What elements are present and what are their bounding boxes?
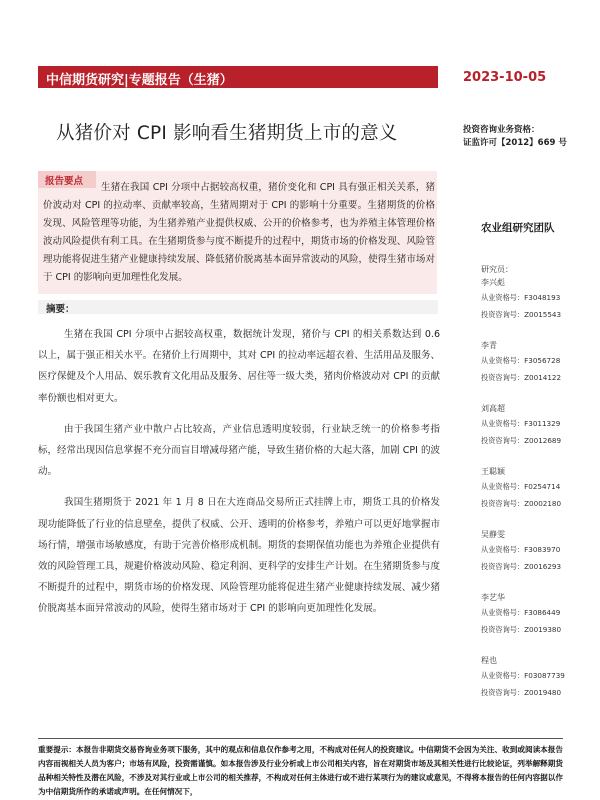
researcher-item	[481, 339, 591, 386]
certification-line-1: 投资咨询业务资格：	[463, 125, 540, 135]
abstract-paragraph: 由于我国生猪产业中散户占比较高，产业信息透明度较弱，行业缺乏统一的价格参考指标，经常出现因信息掌握不充分而盲目增减母猪产能，导致生猪价格的大起大落，加剧 CPI 的波动。	[38, 423, 440, 478]
researcher-name: 李青	[481, 341, 497, 350]
researcher-license: 从业资格号：F3086449	[481, 608, 561, 617]
researcher-consult: 投资咨询号：Z0019480	[481, 688, 562, 697]
footer-divider	[38, 738, 563, 739]
researcher-consult: 投资咨询号：Z0019380	[481, 625, 562, 634]
researcher-license: 从业资格号：F3056728	[481, 356, 561, 365]
researcher-label: 研究员：	[481, 265, 513, 274]
abstract-label: 摘要：	[46, 304, 75, 315]
certification-line-2: 证监许可【2012】669 号	[463, 138, 567, 148]
summary-box	[38, 171, 437, 294]
researcher-name: 程也	[481, 656, 497, 665]
researcher-consult: 投资咨询号：Z0015543	[481, 310, 562, 319]
team-name: 农业组研究团队	[481, 222, 555, 234]
researcher-name: 李兴彪	[481, 278, 505, 287]
header-bar	[38, 66, 438, 88]
researcher-name: 王聪颖	[481, 467, 505, 476]
researcher-item	[481, 402, 591, 449]
page-title: 从猪价对 CPI 影响看生猪期货上市的意义	[56, 123, 398, 144]
researcher-name: 刘高超	[481, 404, 505, 413]
researcher-item	[481, 465, 591, 512]
abstract-paragraph: 我国生猪期货于 2021 年 1 月 8 日在大连商品交易所正式挂牌上市，期货工具的价格发现功能降低了行业的信息壁垒，提供了权威、公开、透明的价格参考，养殖户可以更好地掌握市场行情，增强市场敏感度，有助于完善价格形成机制。期货的套期保值功能也为养殖企业提供有效的风险管理工具，规避价格波动风险、稳定利润、更科学的安排生产计划。在生猪期货参与度不断提升的过程中，期货市场的价格发现、风险管理功能将促进生猪产业健康持续发展、减少猪价脱离基本面异常波动的风险，使得生猪市场对于 CPI 的影响向更加理性化发展。	[38, 497, 440, 615]
report-date: 2023-10-05	[463, 70, 547, 85]
researcher-name: 李艺华	[481, 593, 505, 602]
researcher-list	[481, 263, 591, 701]
researcher-item	[481, 654, 591, 701]
researcher-license: 从业资格号：F0254714	[481, 482, 561, 491]
summary-tag-label: 报告要点	[45, 176, 84, 187]
researcher-consult: 投资咨询号：Z0016293	[481, 562, 562, 571]
researcher-license: 从业资格号：F03087739	[481, 671, 565, 680]
researcher-license: 从业资格号：F3083970	[481, 545, 561, 554]
researcher-consult: 投资咨询号：Z0014122	[481, 373, 562, 382]
researcher-license: 从业资格号：F3011329	[481, 419, 561, 428]
abstract-paragraph: 生猪在我国 CPI 分项中占据较高权重，数据统计发现，猪价与 CPI 的相关系数达到 0.6 以上，属于强正相关水平。在猪价上行周期中，其对 CPI 的拉动率远超衣着、生活用品及服务、医疗保健及个人用品、娱乐教育文化用品及服务、居住等一级大类，猪肉价格波动对 CPI 的贡献率份额也相对更大。	[38, 329, 440, 404]
certification	[463, 124, 567, 150]
disclaimer: 重要提示：本报告非期货交易咨询业务项下服务，其中的观点和信息仅作参考之用，不构成对任何人的投资建议。中信期货不会因为关注、收到或阅读本报告内容而视相关人员为客户；市场有风险，投资需谨慎。如本报告涉及行业分析或上市公司相关内容，旨在对期货市场及其相关性进行比较论证，列举解释期货品种相关特性及潜在风险，不涉及对其行业或上市公司的相关推荐，不构成对任何主体进行或不进行某项行为的建议或意见，不得将本报告的任何内容据以作为中信期货所作的承诺或声明。在任何情况下，	[38, 745, 563, 796]
summary-text: 生猪在我国 CPI 分项中占据较高权重，猪价变化和 CPI 具有强正相关关系，猪价波动对 CPI 的拉动率、贡献率较高，生猪周期对于 CPI 的影响十分重要。生猪期货的价格发现、风险管理等功能，为生猪养殖产业提供权威、公开的价格参考，也为养殖主体管理价格波动风险提供有利工具。在生猪期货参与度不断提升的过程中，期货市场的价格发现、风险管理功能将促进生猪产业健康持续发展、降低猪价脱离基本面异常波动的风险，使得生猪市场对于 CPI 的影响向更加理性化发展。	[43, 182, 435, 283]
researcher-item	[481, 591, 591, 638]
researcher-consult: 投资咨询号：Z0002180	[481, 499, 562, 508]
researcher-name: 吴静雯	[481, 530, 505, 539]
researcher-consult: 投资咨询号：Z0012689	[481, 436, 562, 445]
researcher-item	[481, 276, 591, 323]
researcher-item	[481, 528, 591, 575]
researcher-license: 从业资格号：F3048193	[481, 293, 561, 302]
abstract-heading	[38, 300, 438, 314]
abstract-body	[38, 324, 440, 620]
report-brand: 中信期货研究|专题报告（生猪）	[46, 73, 233, 88]
